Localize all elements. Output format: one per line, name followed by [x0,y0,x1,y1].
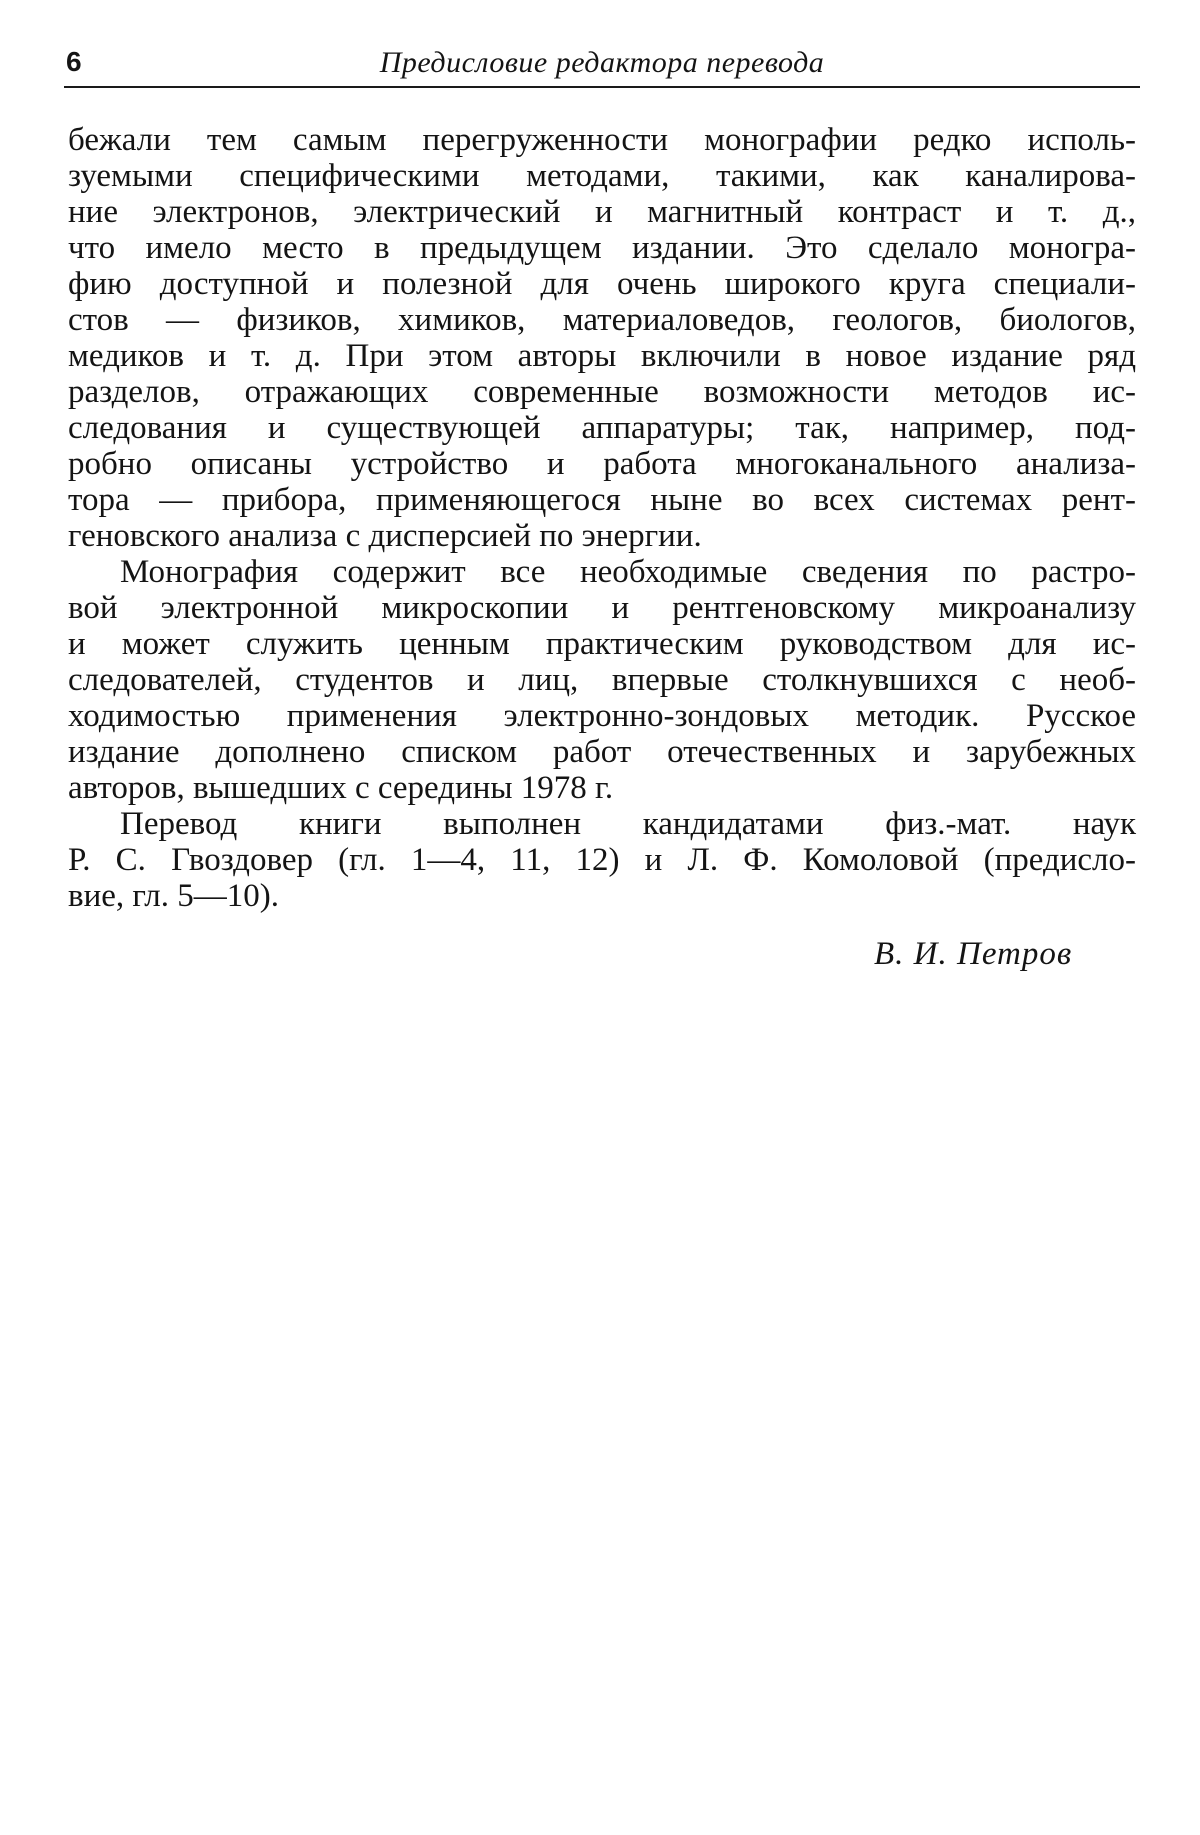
body-text [68,122,1136,914]
text-line: тора — прибора, применяющегося ныне во всех системах рент- [68,482,1136,518]
text-line: что имело место в предыдущем издании. Это сделало моногра- [68,230,1136,266]
text-line: геновского анализа с дисперсией по энергии. [68,518,702,554]
text-line: авторов, вышедших с середины 1978 г. [68,770,614,806]
text-line: следования и существующей аппаратуры; так, например, под- [68,410,1136,446]
text-line: робно описаны устройство и работа многоканального анализа- [68,446,1136,482]
text-line: следователей, студентов и лиц, впервые столкнувшихся с необ- [68,662,1136,698]
text-line: вие, гл. 5—10). [68,878,279,914]
text-line: стов — физиков, химиков, материаловедов, геологов, биологов, [68,302,1136,338]
text-line: Р. С. Гвоздовер (гл. 1—4, 11, 12) и Л. Ф. Комоловой (предисло- [68,842,1136,878]
text-line: Перевод книги выполнен кандидатами физ.-мат. наук [120,806,1136,842]
paragraph-1 [68,122,1136,554]
running-head [64,38,1140,88]
paragraph-3 [68,806,1136,914]
header-title: Предисловие редактора перевода [379,46,825,79]
text-line: ние электронов, электрический и магнитный контраст и т. д., [68,194,1136,230]
paragraph-2 [68,554,1136,806]
text-line: Монография содержит все необходимые сведения по растро- [120,554,1136,590]
text-line: разделов, отражающих современные возможности методов ис- [68,374,1136,410]
editor-signature: В. И. Петров [874,936,1073,972]
text-line: зуемыми специфическими методами, такими, как каналирова- [68,158,1136,194]
text-line: и может служить ценным практическим руководством для ис- [68,626,1136,662]
text-line: издание дополнено списком работ отечественных и зарубежных [68,734,1136,770]
text-line: вой электронной микроскопии и рентгеновскому микроанализу [68,590,1136,626]
text-line: фию доступной и полезной для очень широкого круга специали- [68,266,1136,302]
text-line: бежали тем самым перегруженности монографии редко исполь- [68,122,1136,158]
text-line: медиков и т. д. При этом авторы включили в новое издание ряд [68,338,1136,374]
page-number: 6 [66,46,82,77]
text-line: ходимостью применения электронно-зондовых методик. Русское [68,698,1136,734]
